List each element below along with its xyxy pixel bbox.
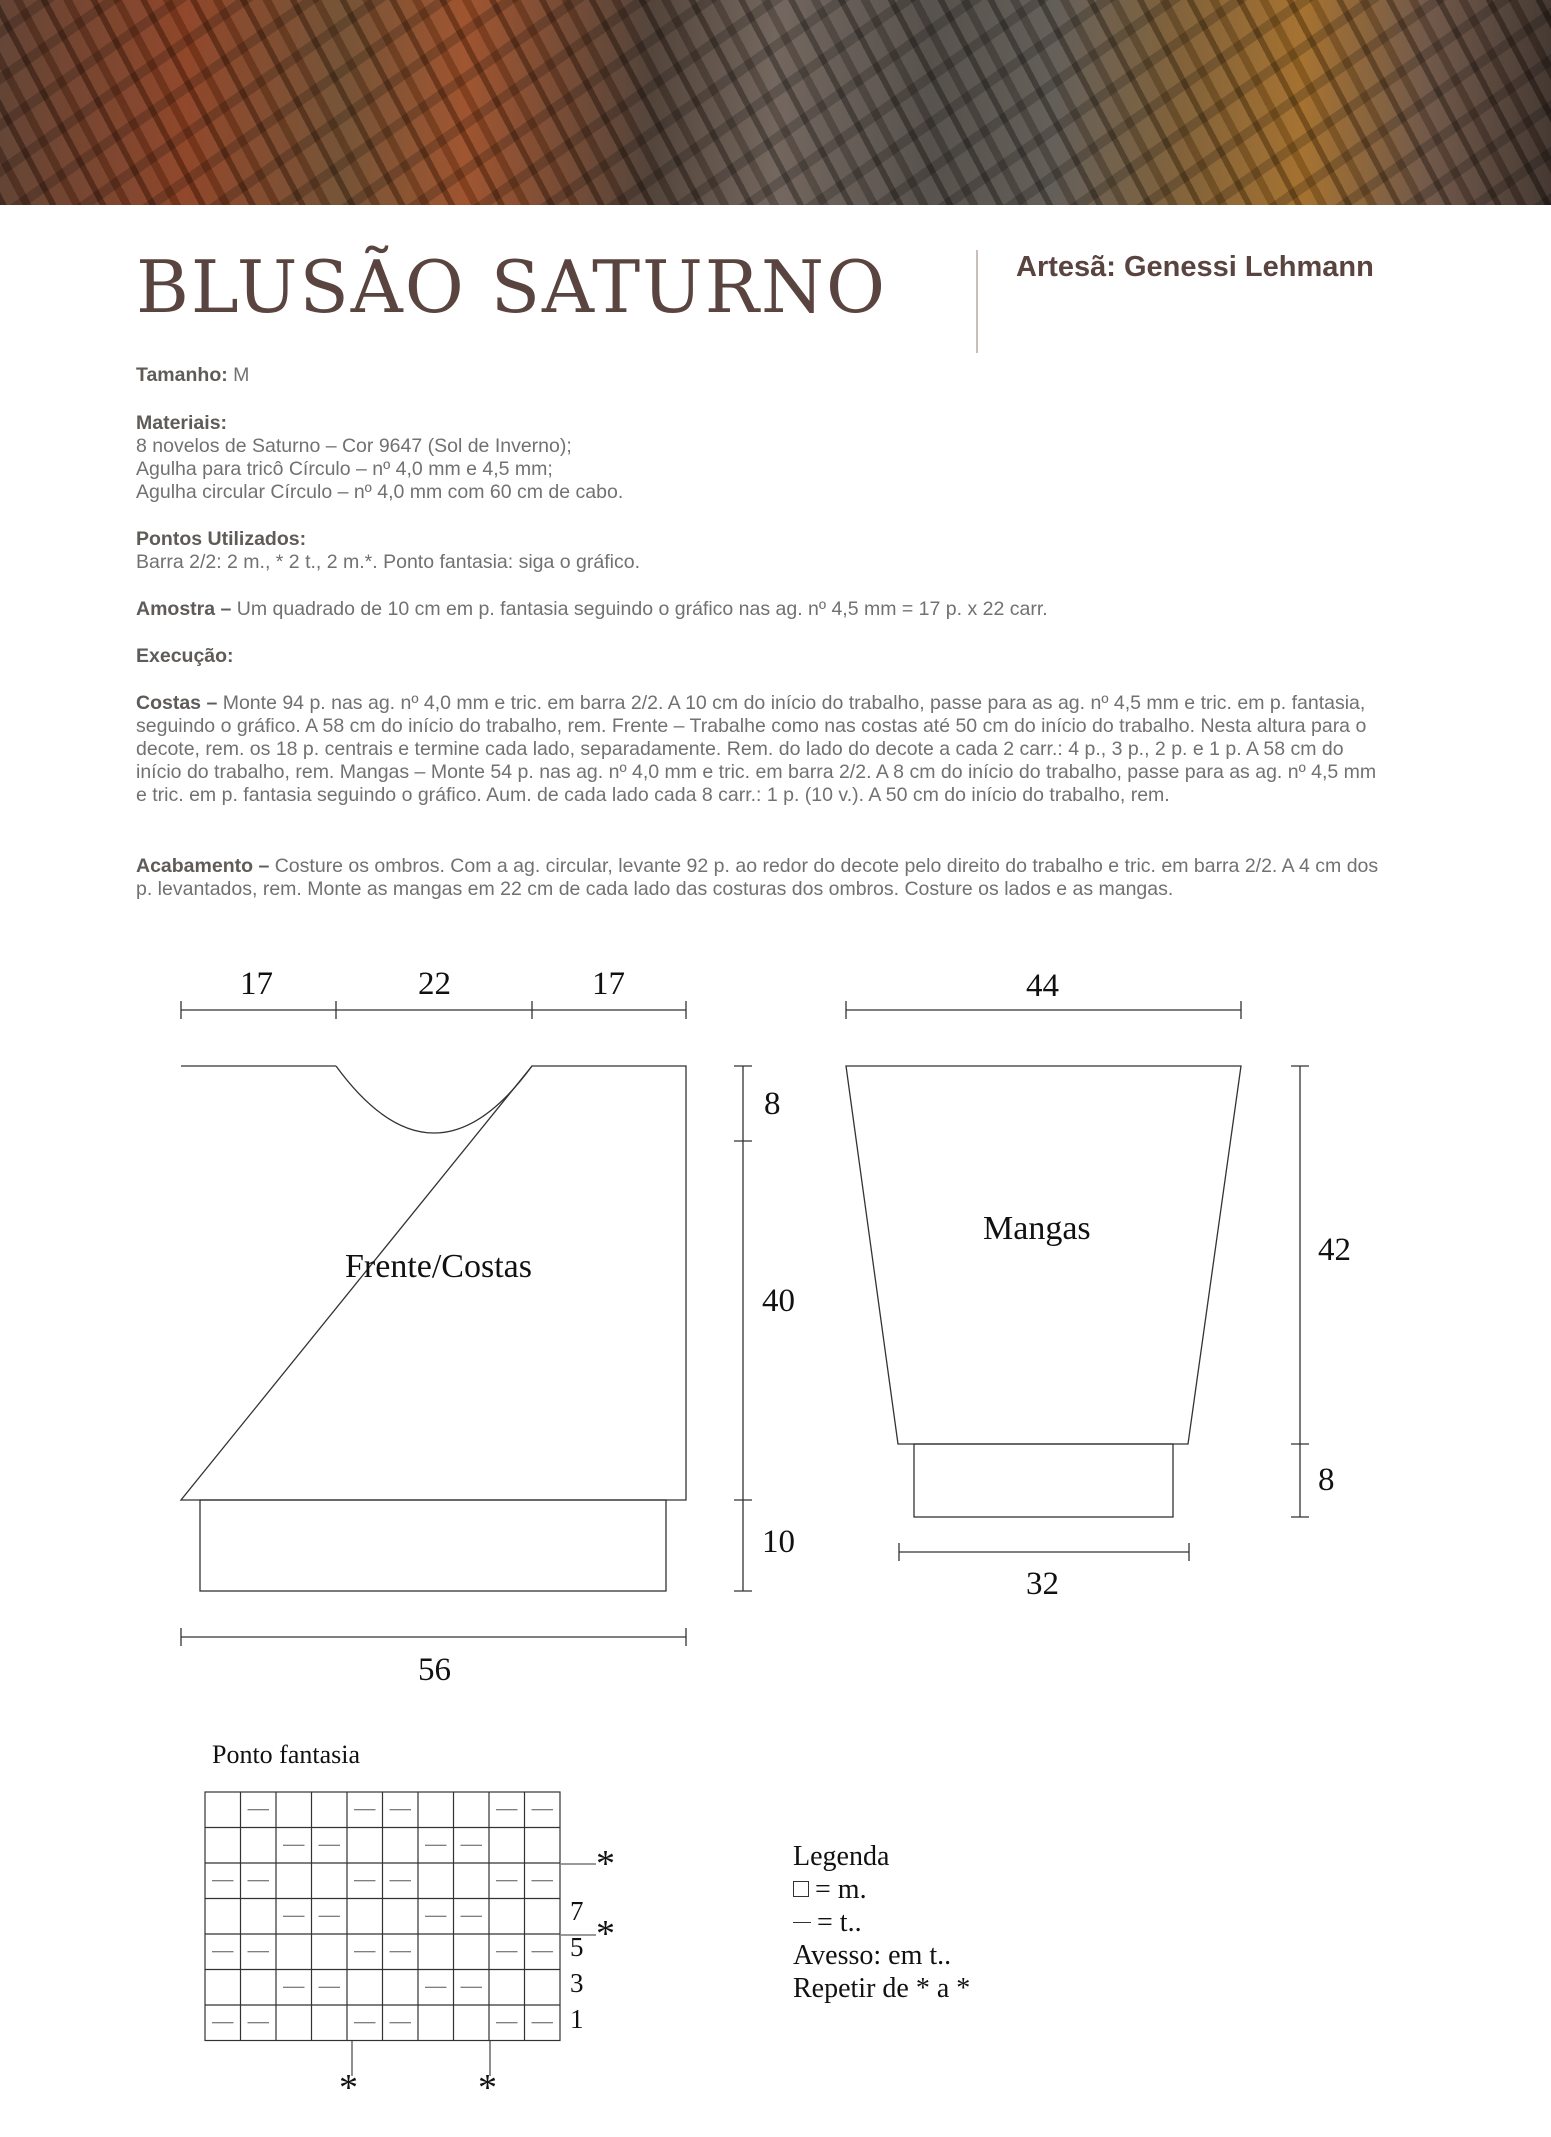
chart-row-number: 7 (570, 1896, 584, 1926)
chart-grid (205, 1792, 560, 2041)
stitches-text: Barra 2/2: 2 m., * 2 t., 2 m.*. Ponto fantasia: siga o gráfico. (136, 551, 641, 573)
gauge-text: Um quadrado de 10 cm em p. fantasia seguindo o gráfico nas ag. nº 4,5 mm = 17 p. x 22 carr. (236, 598, 1048, 620)
sleeve-cuff (914, 1444, 1173, 1517)
materials-line: Agulha circular Círculo – nº 4,0 mm com 60 cm de cabo. (136, 481, 624, 503)
body-dim-length: 40 (762, 1283, 795, 1319)
legend (793, 1840, 970, 2005)
page-title: BLUSÃO SATURNO (136, 245, 888, 329)
sleeve-dim-top: 44 (1026, 968, 1059, 1004)
body-label: Frente/Costas (345, 1248, 532, 1285)
execution-heading: Execução: (136, 645, 234, 667)
body-dim-shoulder-left: 17 (240, 966, 273, 1002)
body-dim-width: 56 (418, 1652, 451, 1688)
body-dim-neck: 22 (418, 966, 451, 1002)
body-dim-ribbing: 10 (762, 1524, 795, 1560)
sleeve-dim-bottom: 32 (1026, 1566, 1059, 1602)
gauge-label: Amostra – (136, 598, 232, 620)
body-dim-neck-depth: 8 (764, 1086, 781, 1122)
sleeve-dim-cuff: 8 (1318, 1462, 1335, 1498)
legend-repeat: Repetir de * a * (793, 1973, 971, 2004)
legend-knit: = m. (793, 1873, 970, 1906)
materials-line: Agulha para tricô Círculo – nº 4,0 mm e 4,5 mm; (136, 458, 553, 480)
sleeve-label: Mangas (983, 1210, 1091, 1247)
body-dim-shoulder-right: 17 (592, 966, 625, 1002)
size-label: Tamanho: (136, 364, 228, 386)
repeat-marker-mid: * (596, 1913, 615, 1955)
materials-line: 8 novelos de Saturno – Cor 9647 (Sol de Inverno); (136, 435, 572, 457)
chart-row-number: 5 (570, 1932, 584, 1962)
body-ribbing (200, 1500, 666, 1591)
repeat-marker-right: * (478, 2067, 497, 2109)
legend-title: Legenda (793, 1841, 890, 1872)
artisan-name: Artesã: Genessi Lehmann (1016, 251, 1374, 283)
materials-label: Materiais: (136, 412, 228, 434)
repeat-marker-top: * (596, 1843, 615, 1885)
chart-row-number: 1 (570, 2004, 584, 2034)
legend-purl: = t.. (793, 1906, 970, 1939)
back-label: Costas – (136, 692, 218, 714)
legend-wrong-side: Avesso: em t.. (793, 1940, 952, 1971)
chart-row-number: 3 (570, 1968, 584, 1998)
size-value: M (233, 364, 250, 386)
sleeve-outline (846, 1066, 1241, 1444)
knit-symbol-icon (793, 1881, 809, 1897)
back-text: Monte 94 p. nas ag. nº 4,0 mm e tric. em barra 2/2. A 10 cm do início do trabalho, passe para as ag. nº 4,5 mm e tric. em p. fantasia, seguindo o gráfico. A 58 cm do início do trabalho, rem. Frente – Trabalhe como nas costas até 50 cm do início do trabalho. Nesta altura para o decote, rem. os 18 p. centrais e termine cada lado, separadamente. Rem. do lado do decote a cada 2 carr.: 4 p., 3 p., 2 p. e 1 p. A 58 cm do início do trabalho, rem. Mangas – Monte 54 p. nas ag. nº 4,0 mm e tric. em barra 2/2. A 8 cm do início do trabalho, passe para as ag. nº 4,5 mm e tric. em p. fantasia seguindo o gráfico. Aum. de cada lado cada 8 carr.: 1 p. (10 v.). A 50 cm do início do trabalho, rem. (136, 692, 1377, 806)
chart-title: Ponto fantasia (212, 1740, 361, 1769)
finishing-label: Acabamento – (136, 855, 270, 877)
finishing-text: Costure os ombros. Com a ag. circular, levante 92 p. ao redor do decote pelo direito do trabalho e tric. em barra 2/2. A 4 cm dos p. levantados, rem. Monte as mangas em 22 cm de cada lado das costuras dos ombros. Costure os lados e as mangas. (136, 855, 1379, 900)
stitches-label: Pontos Utilizados: (136, 528, 307, 550)
purl-symbol-icon (793, 1922, 811, 1923)
repeat-marker-left: * (339, 2067, 358, 2109)
neckline (336, 1066, 532, 1133)
sleeve-dim-length: 42 (1318, 1232, 1351, 1268)
